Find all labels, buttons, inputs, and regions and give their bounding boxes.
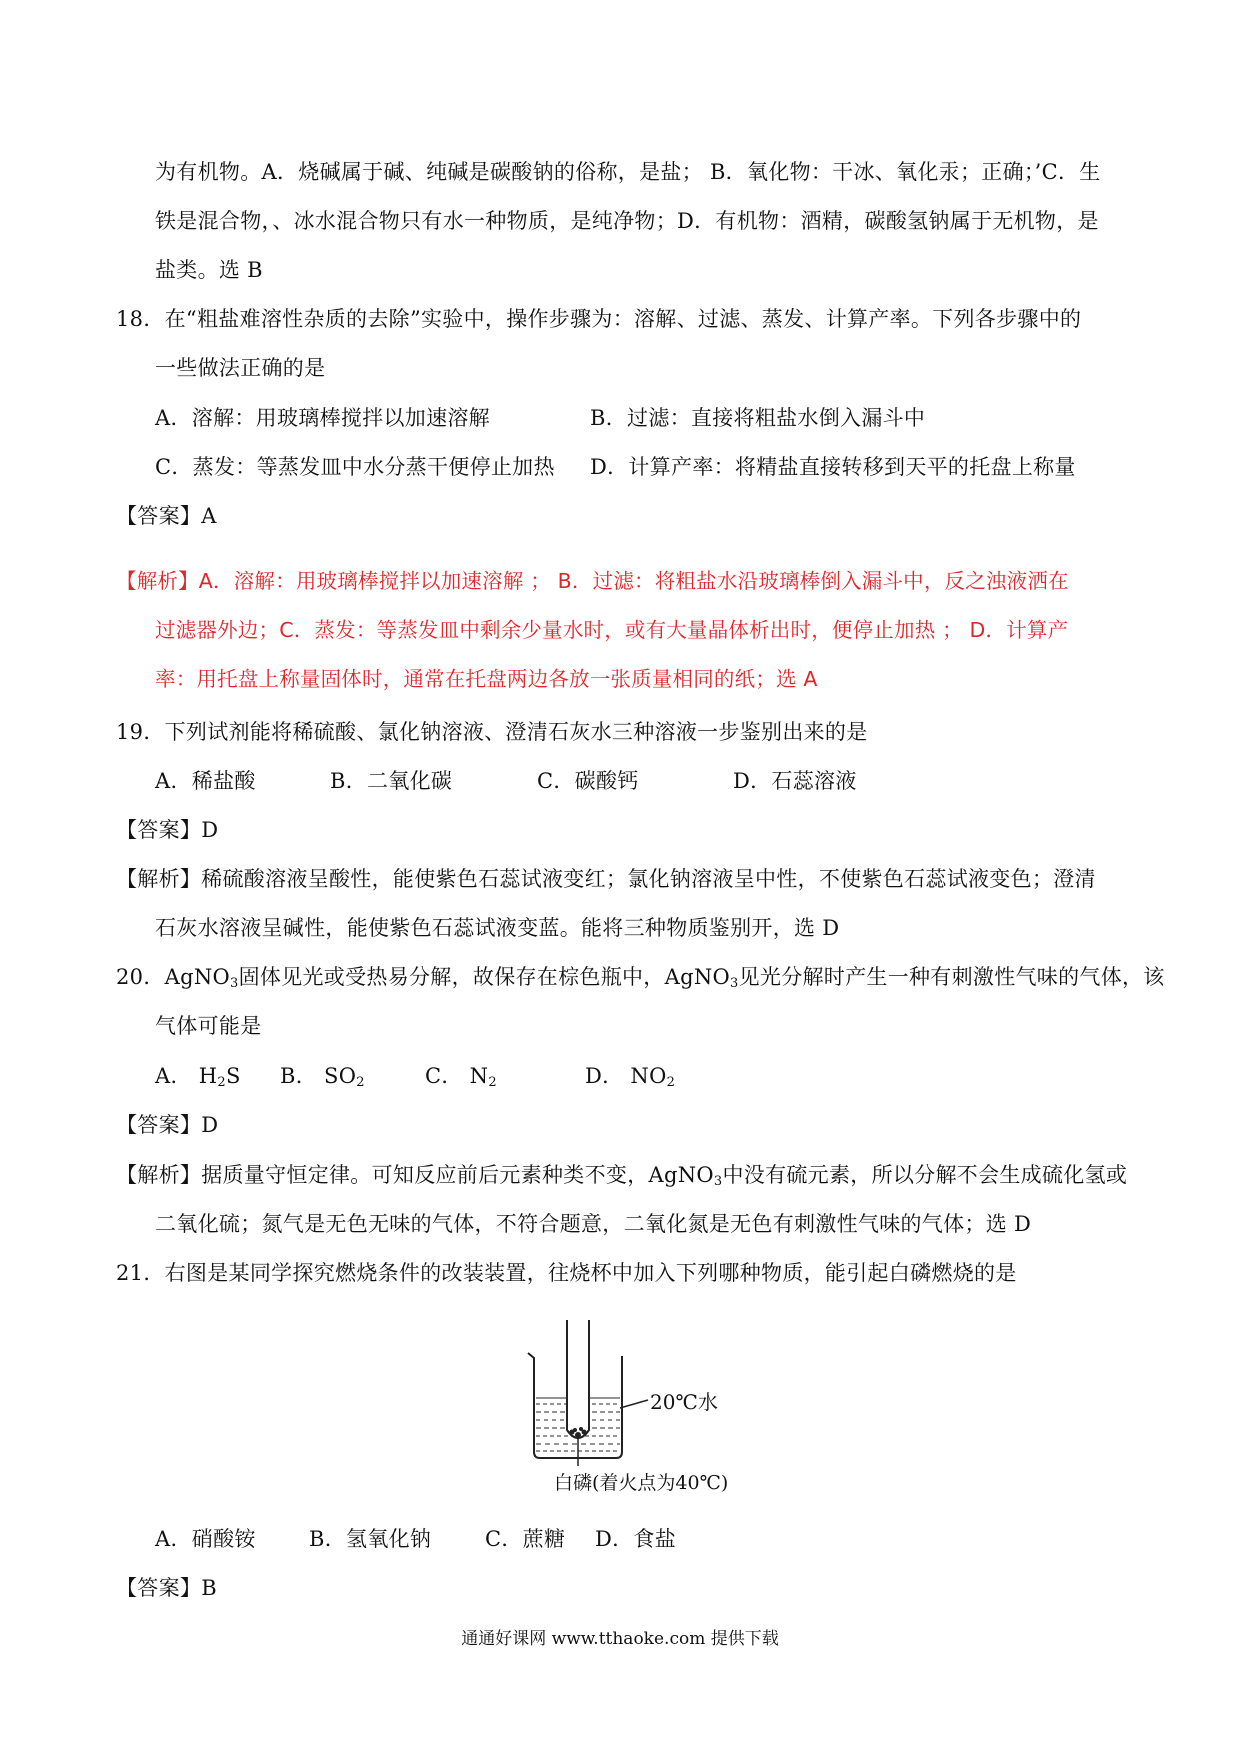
question-19-analysis: 【解析】稀硫酸溶液呈酸性，能使紫色石蕊试液变红；氯化钠溶液呈中性，不使紫色石蕊试液变色；澄清 — [116, 867, 1096, 891]
page-footer: 通通好课网 www.tthaoke.com 提供下载 — [461, 1629, 779, 1649]
question-20-stem: 20．AgNO$_3$固体见光或受热易分解，故保存在棕色瓶中，AgNO$_3$见光分解时产生一种有刺激性气味的气体，该 — [116, 965, 1165, 991]
question-18-stem: 18．在“粗盐难溶性杂质的去除”实验中，操作步骤为：溶解、过滤、蒸发、计算产率。下列各步骤中的 — [116, 307, 1082, 331]
question-18-option-b: B．过滤：直接将粗盐水倒入漏斗中 — [590, 406, 926, 430]
question-20-answer: 【答案】D — [116, 1113, 219, 1137]
beaker-apparatus-figure — [520, 1318, 770, 1498]
question-18-analysis: 过滤器外边；C．蒸发：等蒸发皿中剩余少量水时，或有大量晶体析出时，便停止加热 ； D．计算产 — [155, 618, 1069, 642]
question-18-option-a: A．溶解：用玻璃棒搅拌以加速溶解 — [155, 406, 490, 430]
phosphorus-label: 白磷(着火点为40℃) — [554, 1472, 729, 1494]
question-21-answer: 【答案】B — [116, 1576, 217, 1600]
question-19-analysis: 石灰水溶液呈碱性，能使紫色石蕊试液变蓝。能将三种物质鉴别开，选 D — [155, 916, 840, 940]
question-18-stem-cont: 一些做法正确的是 — [155, 356, 326, 380]
question-18-option-d: D．计算产率：将精盐直接转移到天平的托盘上称量 — [590, 455, 1076, 479]
question-19-option-c: C．碳酸钙 — [537, 769, 639, 793]
question-19-option-d: D．石蕊溶液 — [733, 769, 857, 793]
question-20-analysis: 【解析】据质量守恒定律。可知反应前后元素种类不变，AgNO$_3$中没有硫元素，所以分解不会生成硫化氢或 — [116, 1163, 1128, 1189]
question-21-option-a: A．硝酸铵 — [155, 1527, 256, 1551]
question-18-analysis: 率：用托盘上称量固体时，通常在托盘两边各放一张质量相同的纸；选 A — [155, 667, 818, 691]
question-20-option-d: D． $NO_2$ — [585, 1064, 676, 1090]
question-19-answer: 【答案】D — [116, 818, 219, 842]
analysis-line: 盐类。选 B — [155, 258, 263, 282]
water-leader-line — [620, 1400, 648, 1408]
test-tube — [567, 1320, 589, 1438]
question-20-stem-cont: 气体可能是 — [155, 1014, 262, 1038]
question-21-option-b: B．氢氧化钠 — [309, 1527, 432, 1551]
analysis-line: 铁是混合物，、冰水混合物只有水一种物质，是纯净物；D．有机物：酒精，碳酸氢钠属于无机物，是 — [155, 209, 1099, 233]
water-label: 20℃水 — [650, 1390, 718, 1414]
question-20-option-a: A． $H_2S$ — [155, 1064, 241, 1090]
question-19-option-a: A．稀盐酸 — [155, 769, 256, 793]
question-21-option-c: C．蔗糖 — [485, 1527, 566, 1551]
question-18-option-c: C．蒸发：等蒸发皿中水分蒸干便停止加热 — [155, 455, 555, 479]
question-19-option-b: B．二氧化碳 — [330, 769, 453, 793]
question-19-stem: 19．下列试剂能将稀硫酸、氯化钠溶液、澄清石灰水三种溶液一步鉴别出来的是 — [116, 720, 868, 744]
question-21-stem: 21．右图是某同学探究燃烧条件的改装装置，往烧杯中加入下列哪种物质，能引起白磷燃烧的是 — [116, 1261, 1017, 1285]
question-18-answer: 【答案】A — [116, 504, 217, 528]
question-20-option-c: C． $N_2$ — [425, 1064, 497, 1090]
question-18-analysis: 【解析】A．溶解：用玻璃棒搅拌以加速溶解 ； B．过滤：将粗盐水沿玻璃棒倒入漏斗中，反之浊液洒在 — [116, 569, 1069, 593]
question-20-option-b: B． $SO_2$ — [280, 1064, 365, 1090]
analysis-line: 为有机物。A．烧碱属于碱、纯碱是碳酸钠的俗称，是盐； B．氧化物：干冰、氧化汞；正确；’C．生 — [155, 160, 1101, 184]
question-20-analysis: 二氧化硫；氮气是无色无味的气体，不符合题意，二氧化氮是无色有刺激性气味的气体；选 D — [155, 1212, 1032, 1236]
question-21-option-d: D．食盐 — [595, 1527, 677, 1551]
